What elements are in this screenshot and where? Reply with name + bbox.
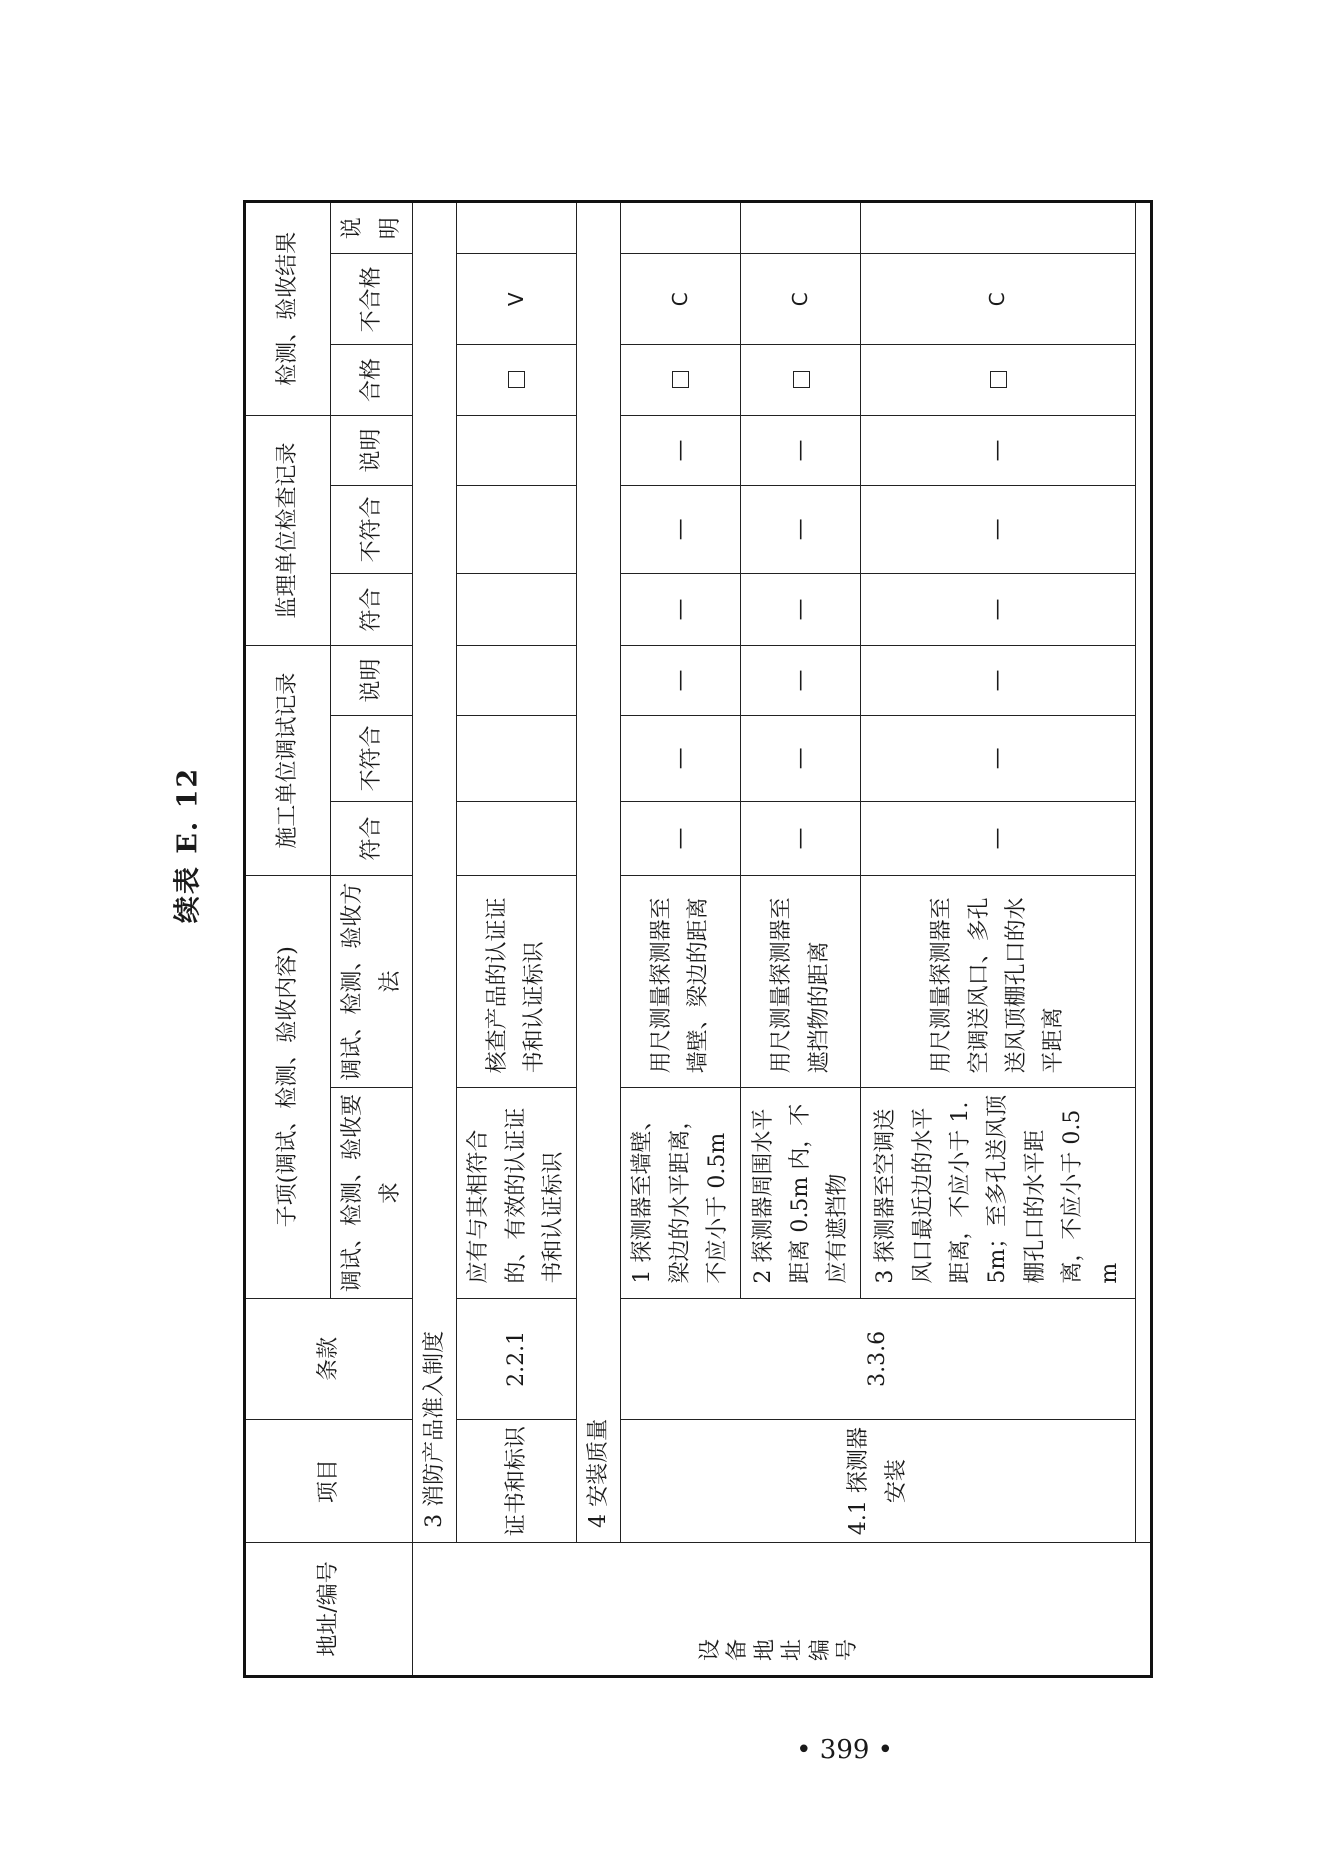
supervision-nonconform-cell [741, 486, 861, 573]
header-nonconform: 不符合 [331, 486, 413, 573]
construction-nonconform-cell [456, 715, 576, 801]
header-conform: 符合 [331, 573, 413, 646]
dash-mark: — [788, 827, 814, 850]
supervision-nonconform-cell [620, 486, 740, 573]
page-title: 续表 E. 12 [172, 766, 204, 924]
supervision-nonconform-cell [456, 486, 576, 573]
header-nonconform: 不符合 [331, 715, 413, 801]
supervision-note-cell [456, 415, 576, 485]
project-cell: 证书和标识 [456, 1420, 576, 1543]
dash-mark: — [788, 669, 814, 692]
header-unqualified: 不合格 [331, 254, 413, 345]
dash-mark: — [667, 669, 693, 692]
unqualified-mark: C [985, 292, 1010, 307]
header-requirement: 调试、检测、验收要求 [331, 1088, 413, 1298]
dash-mark: — [667, 439, 693, 462]
requirement-cell: 2 探测器周围水平距离 0.5m 内，不应有遮挡物 [741, 1088, 861, 1298]
result-note-cell [456, 202, 576, 254]
requirement-cell: 3 探测器至空调送风口最近边的水平距离，不应小于 1.5m；至多孔送风顶棚孔口的水平距离，不应小于 0.5m [861, 1088, 1135, 1298]
table-bottom-spacer [1135, 202, 1152, 1543]
construction-note-cell [741, 646, 861, 715]
header-result: 检测、验收结果 [245, 202, 331, 416]
clause-cell: 2.2.1 [456, 1298, 576, 1420]
supervision-conform-cell [741, 573, 861, 646]
header-clause: 条款 [245, 1298, 413, 1420]
dash-mark: — [667, 598, 693, 621]
supervision-note-cell [620, 415, 740, 485]
page-number: • 399 • [796, 1735, 893, 1765]
header-address: 地址/编号 [245, 1542, 413, 1676]
checkbox[interactable] [793, 372, 810, 389]
construction-note-cell [620, 646, 740, 715]
header-qualified: 合格 [331, 345, 413, 415]
supervision-conform-cell [456, 573, 576, 646]
header-project: 项目 [245, 1420, 413, 1543]
supervision-conform-cell [620, 573, 740, 646]
result-qualified-cell [620, 345, 740, 415]
header-supervision: 监理单位检查记录 [245, 415, 331, 646]
construction-conform-cell [456, 802, 576, 876]
dash-mark: — [667, 747, 693, 770]
dash-mark: — [985, 439, 1011, 462]
dash-mark: — [985, 669, 1011, 692]
result-note-cell [620, 202, 740, 254]
header-note: 说明 [331, 415, 413, 485]
unqualified-mark: C [788, 292, 813, 307]
result-qualified-cell [741, 345, 861, 415]
dash-mark: — [667, 518, 693, 541]
construction-note-cell [861, 646, 1135, 715]
dash-mark: — [985, 518, 1011, 541]
section-title: 4 安装质量 [577, 202, 621, 1543]
result-note-cell [861, 202, 1135, 254]
result-unqualified-cell [620, 254, 740, 345]
header-construction: 施工单位调试记录 [245, 646, 331, 876]
construction-conform-cell [861, 802, 1135, 876]
construction-nonconform-cell [620, 715, 740, 801]
supervision-note-cell [741, 415, 861, 485]
unqualified-mark: V [503, 292, 528, 307]
construction-conform-cell [741, 802, 861, 876]
result-qualified-cell [456, 345, 576, 415]
header-conform: 符合 [331, 802, 413, 876]
requirement-cell: 应有与其相符合的、有效的认证证书和认证标识 [456, 1088, 576, 1298]
dash-mark: — [667, 827, 693, 850]
table-container [243, 200, 1153, 1678]
unqualified-mark: C [667, 292, 692, 307]
checkbox[interactable] [508, 372, 525, 389]
section-title: 3 消防产品准入制度 [413, 202, 457, 1543]
dash-mark: — [788, 518, 814, 541]
checkbox[interactable] [672, 372, 689, 389]
dash-mark: — [985, 598, 1011, 621]
method-cell: 用尺测量探测器至墙壁、梁边的距离 [620, 875, 740, 1088]
checkbox[interactable] [990, 372, 1007, 389]
dash-mark: — [788, 747, 814, 770]
dash-mark: — [788, 598, 814, 621]
inspection-table [243, 200, 1153, 1678]
result-note-cell [741, 202, 861, 254]
device-address-label: 设备地址编号 [697, 1638, 861, 1661]
result-unqualified-cell [861, 254, 1135, 345]
dash-mark: — [985, 827, 1011, 850]
supervision-nonconform-cell [861, 486, 1135, 573]
header-method: 调试、检测、验收方法 [331, 875, 413, 1088]
supervision-note-cell [861, 415, 1135, 485]
device-address-cell [413, 1542, 1152, 1676]
construction-nonconform-cell [741, 715, 861, 801]
header-subitem: 子项(调试、检测、验收内容) [245, 875, 331, 1298]
result-unqualified-cell [456, 254, 576, 345]
construction-note-cell [456, 646, 576, 715]
requirement-cell: 1 探测器至墙壁、梁边的水平距离，不应小于 0.5m [620, 1088, 740, 1298]
dash-mark: — [985, 747, 1011, 770]
project-cell: 4.1 探测器安装 [620, 1420, 1135, 1543]
header-note: 说明 [331, 646, 413, 715]
method-cell: 用尺测量探测器至空调送风口、多孔送风顶棚孔口的水平距离 [861, 875, 1135, 1088]
supervision-conform-cell [861, 573, 1135, 646]
result-qualified-cell [861, 345, 1135, 415]
result-unqualified-cell [741, 254, 861, 345]
dash-mark: — [788, 439, 814, 462]
clause-cell: 3.3.6 [620, 1298, 1135, 1420]
construction-nonconform-cell [861, 715, 1135, 801]
construction-conform-cell [620, 802, 740, 876]
header-note: 说明 [331, 202, 413, 254]
method-cell: 用尺测量探测器至遮挡物的距离 [741, 875, 861, 1088]
method-cell: 核查产品的认证证书和认证标识 [456, 875, 576, 1088]
